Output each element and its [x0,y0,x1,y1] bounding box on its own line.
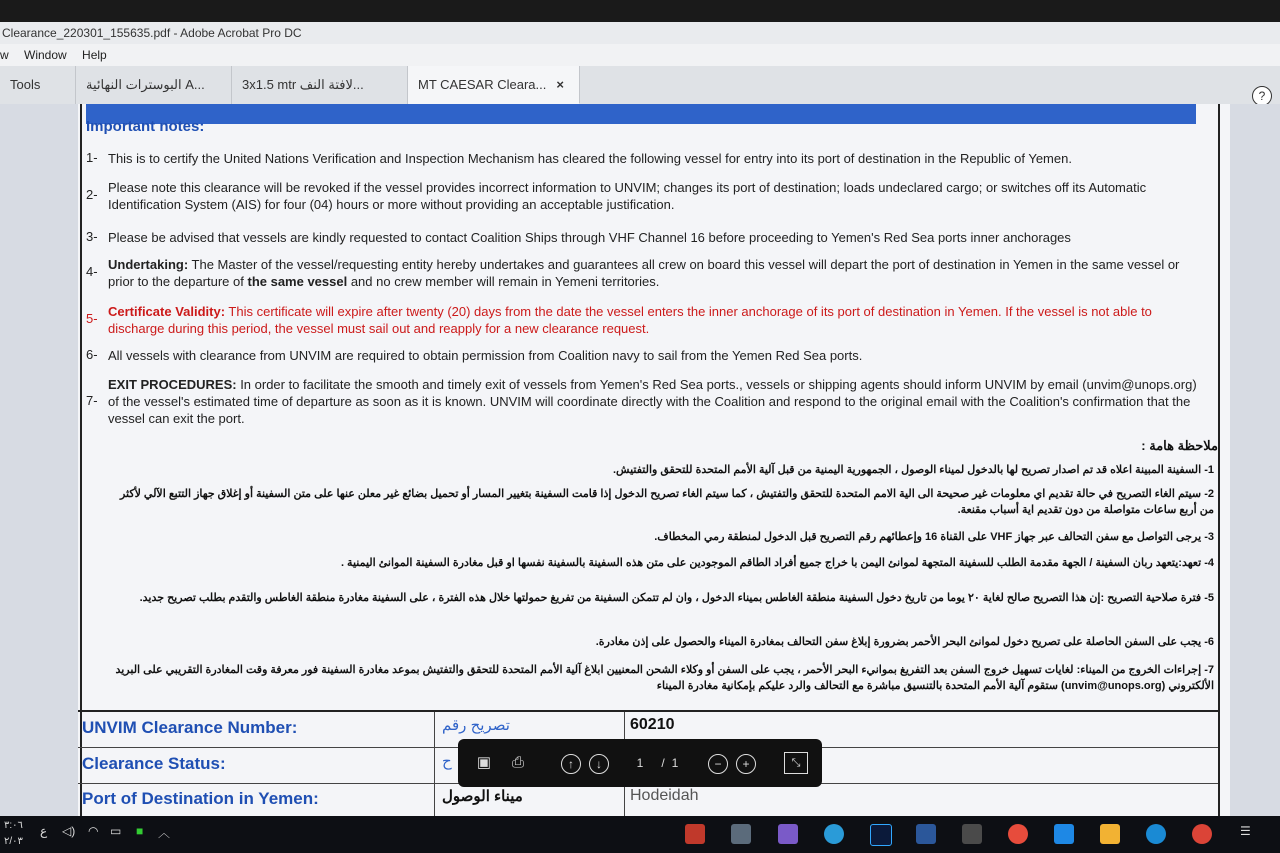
taskbar [0,816,1280,853]
header-bar [86,104,1196,124]
tab-bar [0,66,1280,105]
note-number: 7- [86,393,98,408]
tab-posters[interactable]: البوسترات النهائية A... [76,66,232,104]
menu-bar [0,44,1280,66]
edge-icon[interactable] [1146,824,1166,844]
page-current[interactable]: 1 [636,756,644,770]
arabic-heading: ملاحظة هامة : [1141,438,1218,453]
note-text: Please note this clearance will be revoked if the vessel provides incorrect information to UNVIM; changes its port of destination; loads undeclared cargo; or switches off its Automatic Identification System (AIS) for four (04) hours or more without providing an acceptable justification. [108,180,1147,212]
arabic-note-7: 7- إجراءات الخروج من الميناء: لغايات تسهيل خروج السفن بعد التفريغ بموانيء البحر الأحمر ، يجب على السفن أو وكلاء الشحن المعنيين ابلاغ آلية الأمم المتحدة للتحقق والتفتيش بموعد مغادرة السفينة فور معرفة وقت المغادرة التقريبي على البريد الألكتروني (unvim@unops.org) ستقوم آلية الأمم المتحدة بالتنسيق مباشرة مع التحالف والرد عليكم بإمكانية مغادرة الميناء [115,664,1214,692]
note-number: 5- [86,311,98,326]
note-body: This certificate will expire after twenty (20) days from the date the vessel enters the inner anchorage of its port of destination in Yemen. If the vessel is not able to discharge during this period, the vessel must sail out and reapply for a new clearance request. [108,304,1152,336]
note-text [108,256,1206,290]
language-indicator[interactable]: ع [40,824,48,838]
clearance-number-label: UNVIM Clearance Number: [82,718,298,737]
note-bold: the same vessel [247,274,348,289]
note-number: 3- [86,229,98,244]
menu-item-window[interactable]: Window [24,48,67,62]
arabic-note-6: 6- يجب على السفن الحاصلة على تصريح دخول لموانئ البحر الأحمر بضرورة إبلاغ سفن التحالف بمغادرة الميناء والحصول على إذن مغادرة. [595,636,1214,648]
search-icon[interactable] [1008,824,1028,844]
help-icon[interactable]: ? [1252,86,1272,106]
note-lead: EXIT PROCEDURES: [108,377,237,392]
window-title: Clearance_220301_155635.pdf - Adobe Acrobat Pro DC [0,22,1280,44]
note-number: 4- [86,264,98,279]
page-total: 1 [671,756,679,770]
arabic-note-1: 1- السفينة المبينة اعلاه قد تم اصدار تصريح لها بالدخول لميناء الوصول ، الجمهورية اليمنية من قبل آلية الأمم المتحدة للتحقق والتفتيش. [612,464,1214,476]
arabic-note-5: 5- فترة صلاحية التصريح :إن هذا التصريح صالح لغاية ٢٠ يوما من تاريخ دخول السفينة منطقة الغاطس بميناء الدخول ، وان لم تتمكن السفينة من تفريغ حمولتها خلال هذه الفترة ، على السفينة مغادرة منطقة الغاطس والتقدم بطلب تصريح جديد. [139,592,1214,604]
games-icon[interactable] [778,824,798,844]
save-icon[interactable]: ▣ [476,754,492,771]
calculator-icon[interactable] [962,824,982,844]
port-destination-value: Hodeidah [630,787,699,804]
chevron-up-icon[interactable]: ︿ [158,826,171,840]
tab-clearance[interactable] [408,66,580,104]
clearance-status-label: Clearance Status: [82,754,226,773]
note-text: Please be advised that vessels are kindly requested to contact Coalition Ships through VHF Channel 16 before proceeding to Yemen's Red Sea ports inner anchorages [108,230,1071,245]
acrobat-icon[interactable] [685,824,705,844]
page-separator: / [661,756,665,770]
clearance-number-value: 60210 [630,716,675,733]
note-number: 6- [86,347,98,362]
tab-banner[interactable]: 3x1.5 mtr لافتة النف... [232,66,408,104]
port-destination-ar: ميناء الوصول [442,788,523,805]
wifi-icon[interactable]: ◠ [88,824,99,838]
zoom-out-icon[interactable]: − [708,754,728,774]
note-lead: Certificate Validity: [108,304,226,319]
tab-tools[interactable]: Tools [0,66,76,104]
print-icon[interactable]: ⎙ [511,754,524,771]
close-tab-icon[interactable]: × [556,77,564,92]
photoshop-icon[interactable] [870,824,892,846]
notes-heading: Important notes: [86,118,205,135]
clearance-number-ar: تصريح رقم [442,717,510,734]
file-explorer-icon[interactable] [1100,824,1120,844]
clearance-status-ar: ح [442,753,452,770]
clock-time[interactable]: ٣:٠٦ [4,820,23,831]
scanner-icon[interactable] [731,824,751,844]
fit-page-icon[interactable]: ⤡ [784,752,808,774]
table-row [78,783,1218,818]
word-icon[interactable] [916,824,936,844]
menu-item-view[interactable]: w [0,48,9,62]
tab-clearance-label: MT CAESAR Cleara... [418,77,547,92]
note-number: 2- [86,187,98,202]
note-number: 1- [86,150,98,165]
note-text [108,303,1206,337]
app-tray-icon[interactable]: ■ [136,824,144,838]
notification-icon[interactable]: ☰ [1240,824,1251,838]
port-destination-label: Port of Destination in Yemen: [82,789,319,808]
telegram-icon[interactable] [824,824,844,844]
arabic-note-3: 3- يرجى التواصل مع سفن التحالف عبر جهاز VHF على القناة 16 وإعطائهم رقم التصريح قبل الدخول لمنطقة رمي المخطاف. [654,531,1214,543]
page-up-icon[interactable]: ↑ [561,754,581,774]
arabic-note-4: 4- تعهد:يتعهد ربان السفينة / الجهة مقدمة الطلب للسفينة المتجهة لموانئ اليمن با خراج جميع أفراد الطاقم الموجودين على متن هذه السفينة بالسفينة نفسها او قبل مغادرة السفينة الموانئ اليمنية . [340,557,1214,569]
battery-icon[interactable]: ▭ [110,824,122,838]
floating-page-toolbar [458,739,822,787]
page-down-icon[interactable]: ↓ [589,754,609,774]
menu-item-help[interactable]: Help [82,48,107,62]
note-text: This is to certify the United Nations Verification and Inspection Mechanism has cleared the following vessel for entry into its port of destination in the Republic of Yemen. [108,151,1072,166]
note-body: In order to facilitate the smooth and timely exit of vessels from Yemen's Red Sea ports., vessels or shipping agents should inform UNVIM by email (unvim@unops.org) of the vessel's estimated time of departure as soon as it is known. UNVIM will coordinate directly with the Coalition and respond to the original email with the Coalition's confirmation that the vessel can exit the port. [108,377,1197,426]
note-text [108,376,1206,427]
chrome-icon[interactable] [1192,824,1212,844]
clock-date[interactable]: ٢/٠٣ [4,836,23,847]
note-body: The Master of the vessel/requesting entity hereby undertakes and guarantees all crew on board this vessel will depart the port of destination in Yemen in the same vessel or prior to the departure of [108,257,1180,289]
mail-icon[interactable] [1054,824,1074,844]
note-text: All vessels with clearance from UNVIM are required to obtain permission from Coalition navy to sail from the Yemen Red Sea ports. [108,348,863,363]
note-lead: Undertaking: [108,257,189,272]
note-tail: and no crew member will remain in Yemeni territories. [347,274,660,289]
volume-icon[interactable]: ◁) [62,824,76,838]
zoom-in-icon[interactable]: + [736,754,756,774]
arabic-note-2: 2- سيتم الغاء التصريح في حالة تقديم اي معلومات غير صحيحة الى الية الامم المتحدة للتحقق والتفتيش ، كما سيتم الغاء تصريح الدخول إذا قامت السفينة بتغيير المسار أو تحميل بضائع غير معلن عنها على متن السفينة أو إغلاق جهاز التتبع الآلي لأكثر من أربع ساعات متواصلة من دون تقديم اية أسباب مقنعة. [119,488,1214,516]
